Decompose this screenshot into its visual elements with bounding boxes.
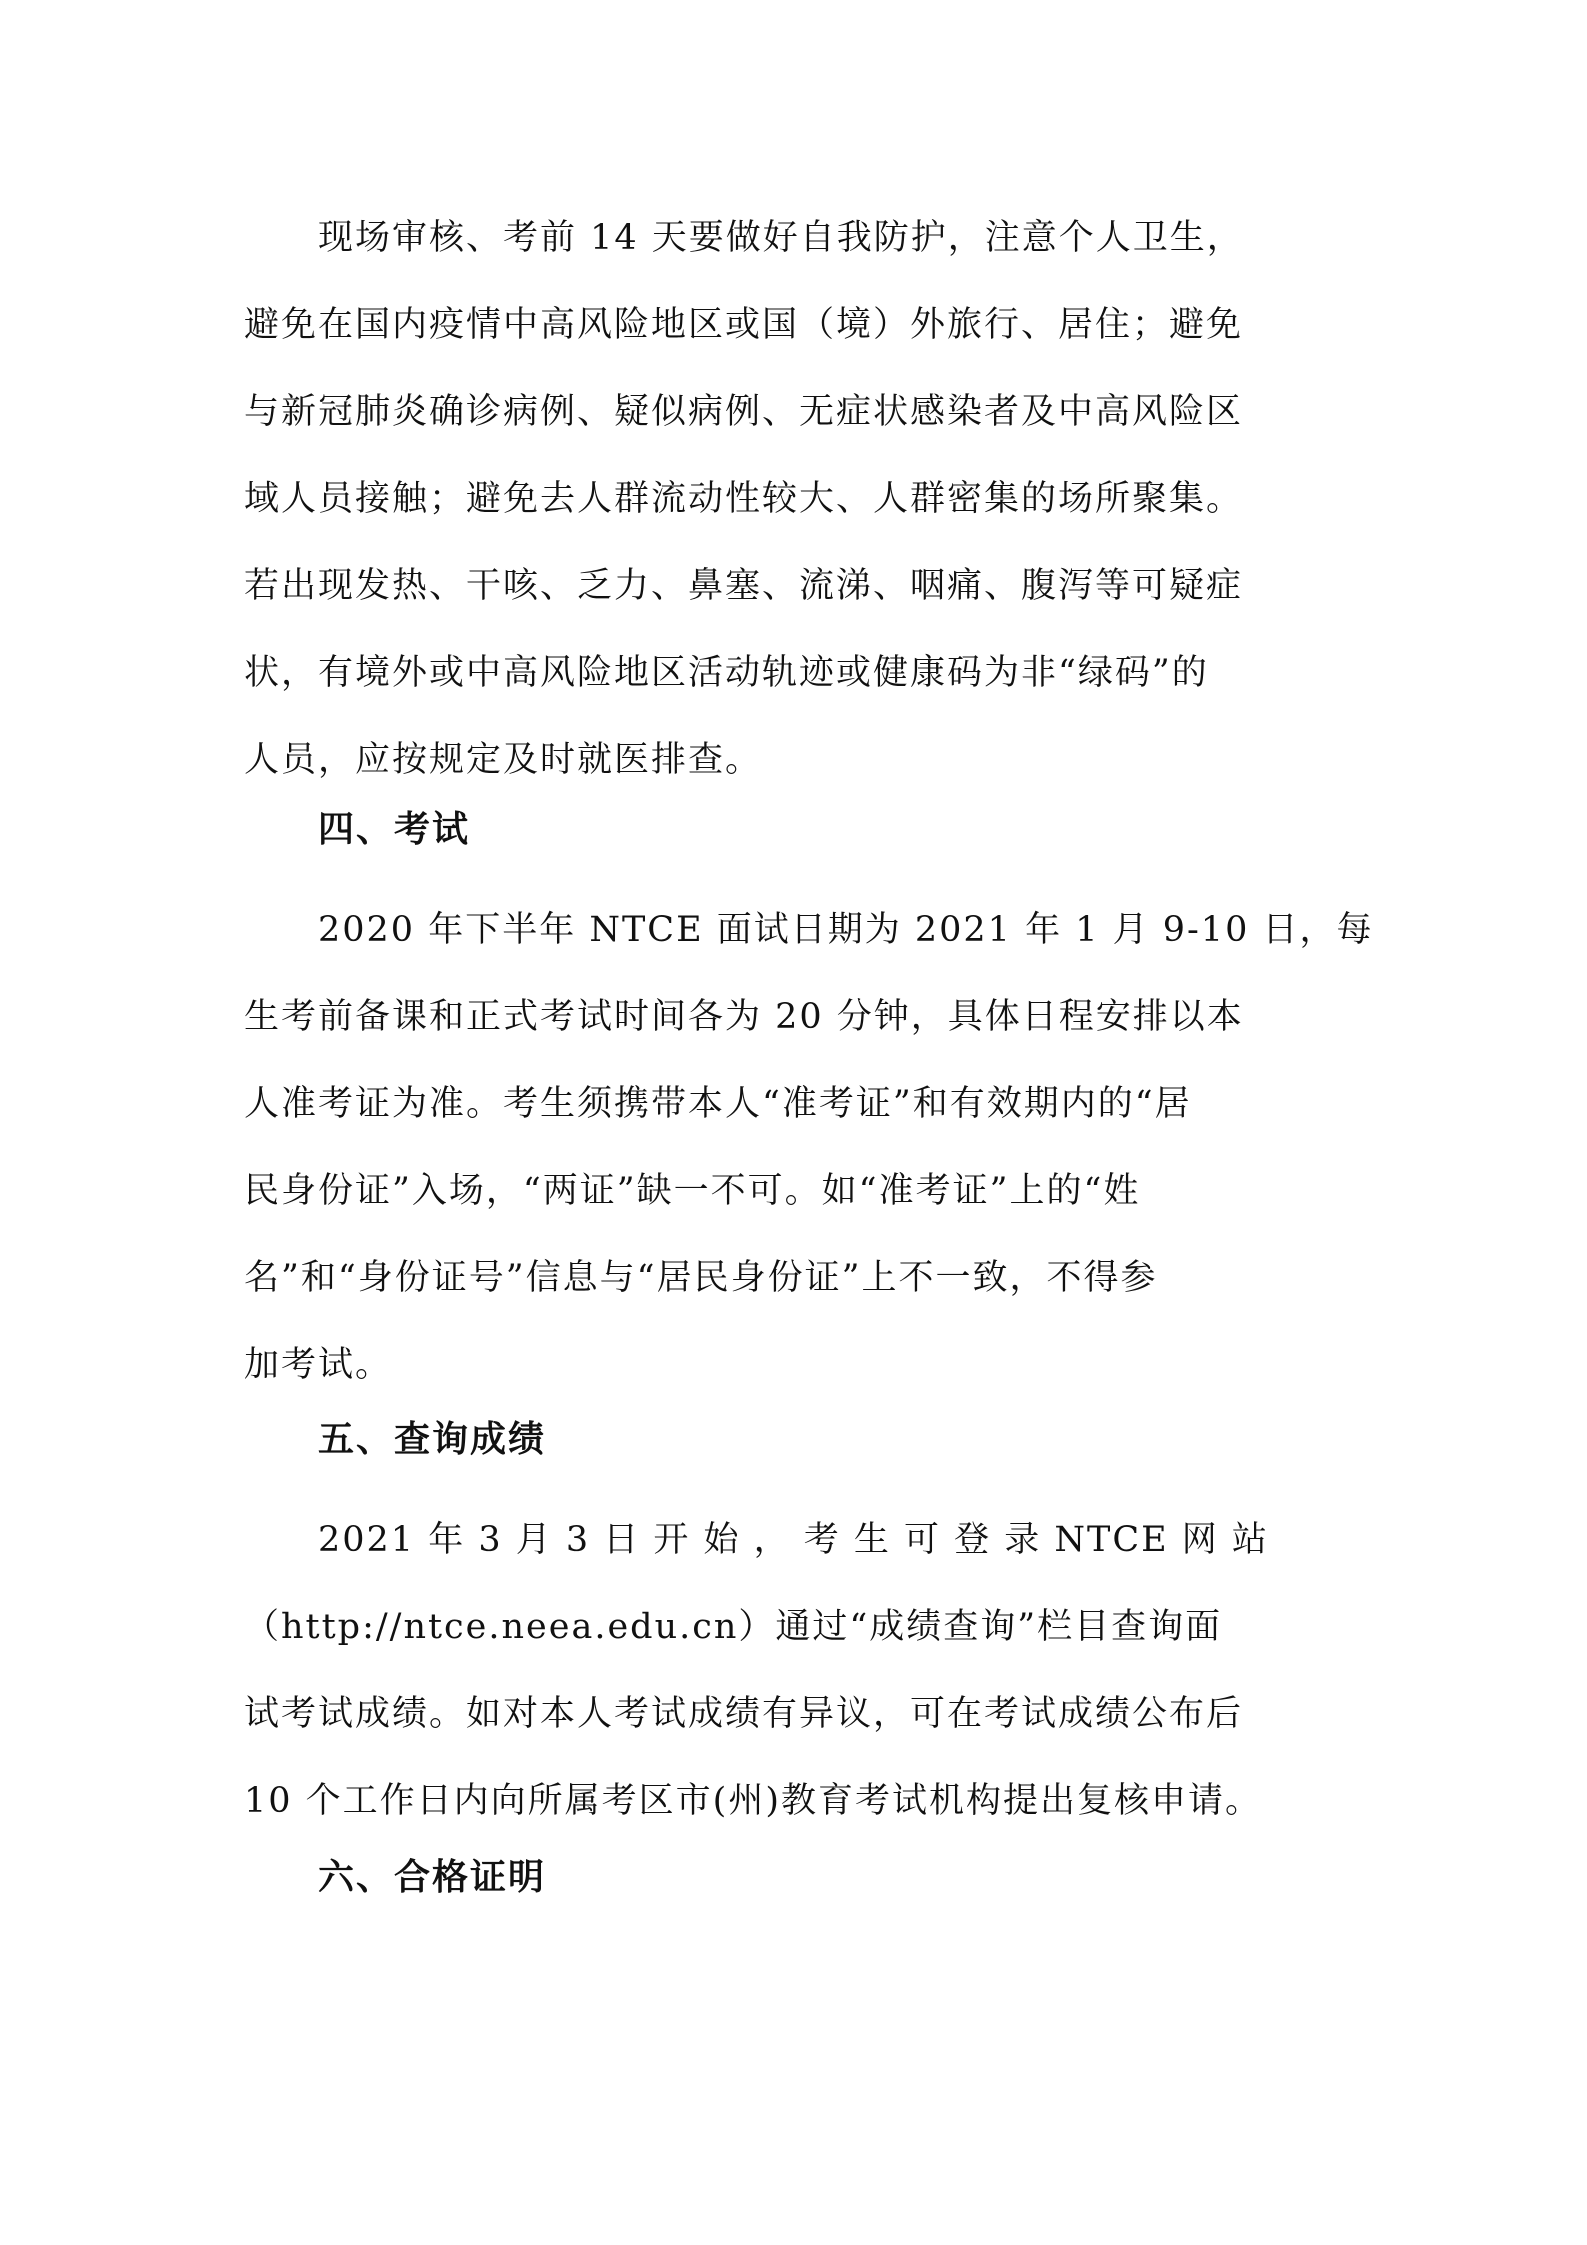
section-heading: 六、合格证明 — [318, 1857, 547, 1898]
text-line: 域人员接触；避免去人群流动性较大、人群密集的场所聚集。 — [244, 479, 1244, 519]
text-line: 10 个工作日内向所属考区市(州)教育考试机构提出复核申请。 — [244, 1781, 1262, 1821]
text-line: 避免在国内疫情中高风险地区或国（境）外旅行、居住；避免 — [244, 305, 1244, 345]
section-heading: 五、查询成绩 — [318, 1419, 547, 1460]
text-line: 人准考证为准。考生须携带本人“准考证”和有效期内的“居 — [244, 1084, 1192, 1124]
text-line: 生考前备课和正式考试时间各为 20 分钟，具体日程安排以本 — [244, 997, 1244, 1037]
text-line: 民身份证”入场，“两证”缺一不可。如“准考证”上的“姓 — [244, 1171, 1141, 1211]
text-line: 人员，应按规定及时就医排查。 — [244, 740, 763, 780]
text-line: 2020 年下半年 NTCE 面试日期为 2021 年 1 月 9-10 日，每 — [318, 910, 1374, 950]
section-heading: 四、考试 — [318, 809, 471, 850]
text-line: 2021 年 3 月 3 日 开 始 ， 考 生 可 登 录 NTCE 网 站 — [318, 1520, 1269, 1560]
text-line: 加考试。 — [244, 1345, 393, 1385]
text-line: 名”和“身份证号”信息与“居民身份证”上不一致，不得参 — [244, 1258, 1158, 1298]
text-line: 试考试成绩。如对本人考试成绩有异议，可在考试成绩公布后 — [244, 1694, 1244, 1734]
text-line: 与新冠肺炎确诊病例、疑似病例、无症状感染者及中高风险区 — [244, 392, 1244, 432]
text-line: 状，有境外或中高风险地区活动轨迹或健康码为非“绿码”的 — [244, 653, 1209, 693]
text-line: 若出现发热、干咳、乏力、鼻塞、流涕、咽痛、腹泻等可疑症 — [244, 566, 1244, 606]
text-line: 现场审核、考前 14 天要做好自我防护，注意个人卫生， — [318, 218, 1244, 258]
text-line: （http://ntce.neea.edu.cn）通过“成绩查询”栏目查询面 — [244, 1607, 1223, 1647]
